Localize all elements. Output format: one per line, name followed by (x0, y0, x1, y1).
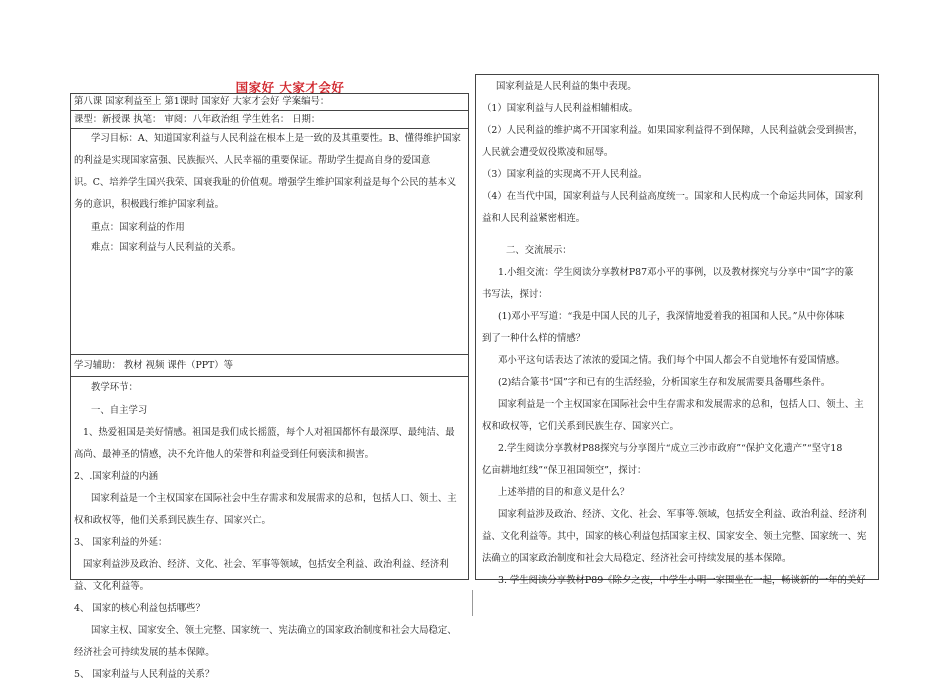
right-line: 益、文化利益等。其中，国家的核心利益包括国家主权、国家安全、领土完整、国家统一、宪 (482, 531, 867, 542)
right-table (475, 74, 879, 586)
left-table (70, 93, 469, 680)
right-line: (2)结合篆书“国”字和已有的生活经验，分析国家生存和发展需要具备哪些条件。 (498, 377, 831, 388)
steps-line: 权和政权等，他们关系到民族生存、国家兴亡。 (74, 515, 271, 526)
right-line: 人民就会遭受奴役欺凌和屈辱。 (482, 147, 614, 158)
right-line: （1）国家利益与人民利益相辅相成。 (482, 103, 638, 114)
steps-line: 国家利益是一个主权国家在国际社会中生存需求和发展需求的总和，包括人口、领土、主 (91, 493, 457, 504)
right-line: 上述举措的目的和意义是什么？ (498, 487, 630, 498)
key-point: 重点：国家利益的作用 (91, 222, 185, 233)
steps-line: 国家利益涉及政治、经济、文化、社会、军事等领域，包括安全利益、政治利益、经济利 (83, 559, 449, 570)
steps-line: 教学环节： (91, 382, 138, 393)
right-line: 亿亩耕地红线”“保卫祖国领空”，探讨： (482, 465, 647, 476)
right-line: 书写法，探讨： (482, 289, 548, 300)
teaching-steps-cell (71, 377, 468, 680)
right-line: 到了一种什么样的情感？ (482, 333, 586, 344)
right-line: 1.小组交流：学生阅读分享教材P87邓小平的事例，以及教材探究与分享中“国”字的篆 (498, 267, 854, 278)
steps-line: 益、文化利益等。 (74, 581, 150, 592)
course-info: 课型：新授课 执笔： 审阅：八年政治组 学生姓名： 日期： (74, 114, 321, 125)
right-line: 益和人民利益紧密相连。 (482, 213, 586, 224)
right-line: 国家利益是一个主权国家在国际社会中生存需求和发展需求的总和，包括人口、领土、主 (498, 399, 864, 410)
goals-line: 的利益是实现国家富强、民族振兴、人民幸福的重要保证。帮助学生提高自身的爱国意 (74, 155, 431, 166)
right-line: （4）在当代中国，国家利益与人民利益高度统一。国家和人民构成一个命运共同体，国家利 (482, 191, 863, 202)
steps-line: 经济社会可持续发展的基本保障。 (74, 647, 215, 658)
right-line: 3. 学生阅读分享教材P89《除夕之夜，中学生小明一家围坐在一起，畅谈新的一年的美好 (498, 575, 866, 586)
lesson-info-row (71, 94, 468, 111)
steps-line: 2、.国家利益的内涵 (74, 471, 158, 482)
page-title: 国家好 大家才会好 (235, 80, 345, 95)
steps-line: 4、 国家的核心利益包括哪些？ (74, 603, 205, 614)
steps-line: 3、 国家利益的外延： (74, 537, 168, 548)
steps-line: 高尚、最神圣的情感，决不允许他人的荣誉和利益受到任何亵渎和损害。 (74, 449, 375, 460)
right-line: 二、交流展示： (506, 245, 572, 256)
right-line: 邓小平这句话表达了浓浓的爱国之情。我们每个中国人都会不自觉地怀有爱国情感。 (498, 355, 845, 366)
lesson-info: 第八课 国家利益至上 第1课时 国家好 大家才会好 学案编号： (74, 96, 330, 107)
right-line: （2）人民利益的维护离不开国家利益。如果国家利益得不到保障，人民利益就会受到损害， (482, 125, 863, 136)
course-info-row (71, 111, 468, 129)
right-line: 法确立的国家政治制度和社会大局稳定、经济社会可持续发展的基本保障。 (482, 553, 792, 564)
right-line: 国家利益涉及政治、经济、文化、社会、军事等.领域，包括安全利益、政治利益、经济利 (498, 509, 867, 520)
steps-line: 一、自主学习 (91, 405, 148, 416)
learning-goals-cell (71, 129, 468, 355)
right-line: 权和政权等，它们关系到民族生存、国家兴亡。 (482, 421, 679, 432)
aids-row (71, 355, 468, 377)
goals-line: 识。C、培养学生国兴我荣、国衰我耻的价值观。增强学生维护国家利益是每个公民的基本义 (74, 177, 457, 188)
learning-aids: 学习辅助： 教材 视频 课件（PPT）等 (74, 360, 234, 371)
right-line: 2.学生阅读分享教材P88探究与分享图片“成立三沙市政府”“保护文化遗产”“坚守18 (498, 443, 843, 454)
steps-line: 5、 国家利益与人民利益的关系？ (74, 669, 215, 680)
steps-line: 国家主权、国家安全、领土完整、国家统一、宪法确立的国家政治制度和社会大局稳定、 (91, 625, 457, 636)
right-line: （3）国家利益的实现离不开人民利益。 (482, 169, 648, 180)
steps-line: 1、热爱祖国是美好情感。祖国是我们成长摇篮，每个人对祖国都怀有最深厚、最纯洁、最 (83, 427, 455, 438)
goals-line: 学习目标：A、知道国家利益与人民利益在根本上是一致的及其重要性。B、懂得维护国家 (91, 133, 461, 144)
page-divider (472, 590, 473, 616)
right-line: (1)邓小平写道：“我是中国人民的儿子，我深情地爱着我的祖国和人民。”从中你体味 (498, 311, 845, 322)
difficulty-point: 难点：国家利益与人民利益的关系。 (91, 242, 242, 253)
right-line: 国家利益是人民利益的集中表现。 (496, 81, 637, 92)
goals-line: 务的意识，积极践行维护国家利益。 (74, 199, 225, 210)
